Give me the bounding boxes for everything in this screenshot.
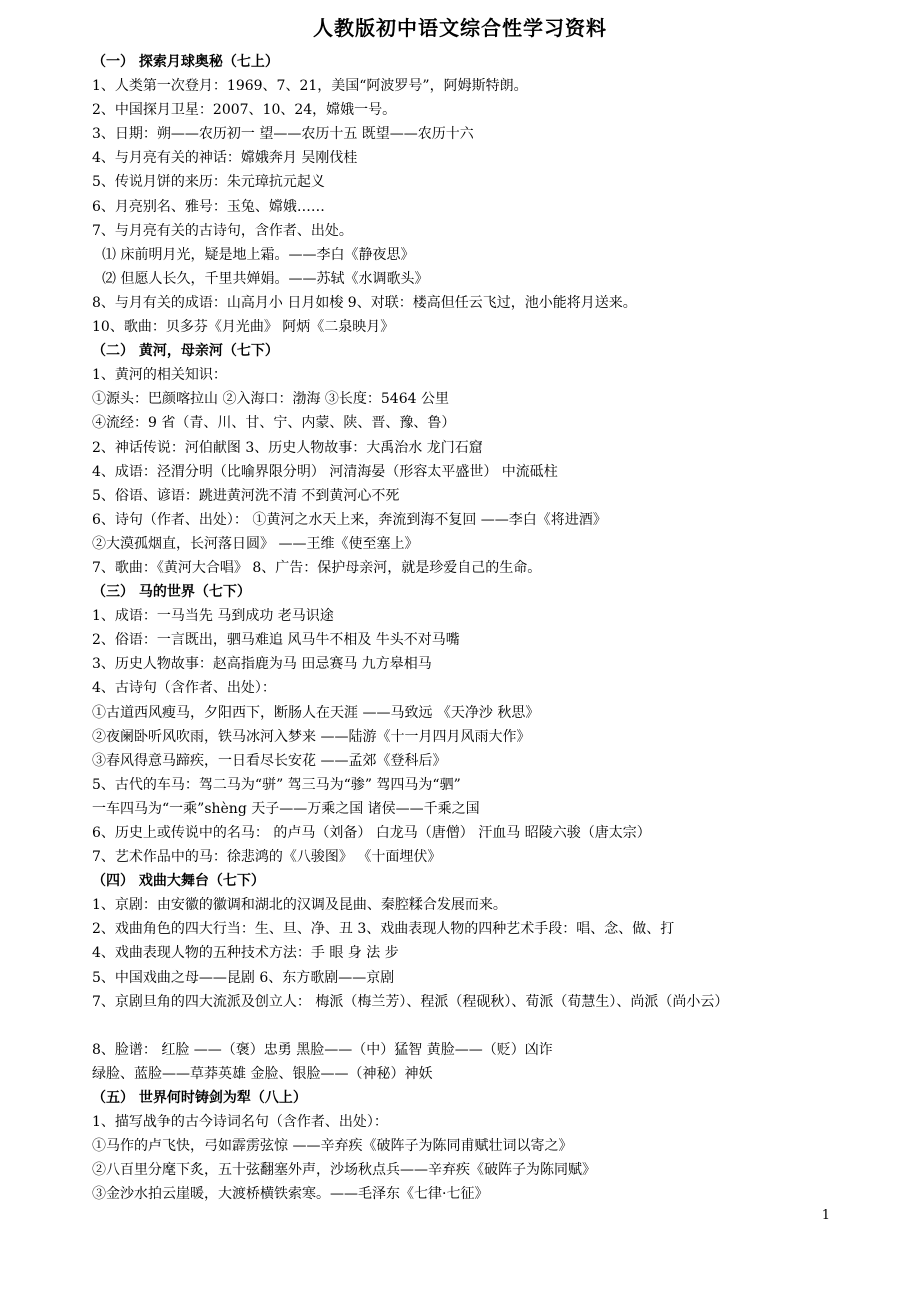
text-line: 1、人类第一次登月：1969、7、21，美国“阿波罗号”，阿姆斯特朗。	[92, 78, 528, 95]
text-line: 10、歌曲：贝多芬《月光曲》 阿炳《二泉映月》	[92, 319, 395, 336]
text-line: ①马作的卢飞快，弓如霹雳弦惊 ——辛弃疾《破阵子为陈同甫赋壮词以寄之》	[92, 1138, 573, 1155]
text-line: ①源头：巴颜喀拉山 ②入海口：渤海 ③长度：5464 公里	[92, 391, 449, 408]
text-line: ③金沙水拍云崖暖，大渡桥横铁索寒。——毛泽东《七律·七征》	[92, 1186, 489, 1203]
text-line: 4、古诗句（含作者、出处）：	[92, 680, 276, 697]
text-line: ①古道西风瘦马，夕阳西下，断肠人在天涯 ——马致远 《天净沙 秋思》	[92, 704, 540, 721]
section-heading: （三） 马的世界（七下）	[92, 584, 251, 601]
text-line: 2、神话传说：河伯献图 3、历史人物故事：大禹治水 龙门石窟	[92, 439, 483, 456]
text-line: 1、京剧：由安徽的徽调和湖北的汉调及昆曲、秦腔糅合发展而来。	[92, 897, 507, 914]
text-line: 3、历史人物故事：赵高指鹿为马 田忌赛马 九方皋相马	[92, 656, 432, 673]
text-line: 3、日期：朔——农历初一 望——农历十五 既望——农历十六	[92, 126, 474, 143]
document-body	[92, 50, 892, 1206]
text-line: 2、俗语：一言既出，驷马难追 风马牛不相及 牛头不对马嘴	[92, 632, 460, 649]
section-heading: （二） 黄河，母亲河（七下）	[92, 343, 279, 360]
text-line: 8、脸谱： 红脸 ——（褒）忠勇 黑脸——（中）猛智 黄脸——（贬）凶诈	[92, 1041, 553, 1058]
text-line: 5、俗语、谚语：跳进黄河洗不清 不到黄河心不死	[92, 487, 400, 504]
text-line: ⑵ 但愿人长久，千里共婵娟。——苏轼《水调歌头》	[102, 270, 429, 287]
text-line: ②夜阑卧听风吹雨，铁马冰河入梦来 ——陆游《十一月四月风雨大作》	[92, 728, 531, 745]
text-line: 7、京剧旦角的四大流派及创立人： 梅派（梅兰芳）、程派（程砚秋）、荀派（荀慧生）、尚派（尚小云）	[92, 993, 729, 1010]
text-line: 4、与月亮有关的神话：嫦娥奔月 吴刚伐桂	[92, 150, 358, 167]
blank-line	[92, 1014, 892, 1038]
text-line: 5、传说月饼的来历：朱元璋抗元起义	[92, 174, 325, 191]
text-line: ③春风得意马蹄疾，一日看尽长安花 ——孟郊《登科后》	[92, 752, 447, 769]
text-line: 7、歌曲：《黄河大合唱》 8、广告：保护母亲河，就是珍爱自己的生命。	[92, 559, 542, 576]
text-line: 2、中国探月卫星：2007、10、24，嫦娥一号。	[92, 102, 397, 119]
page-number: 1	[821, 1208, 830, 1223]
section-heading: （五） 世界何时铸剑为犁（八上）	[92, 1089, 307, 1106]
text-line: ④流经：9 省（青、川、甘、宁、内蒙、陕、晋、豫、鲁）	[92, 415, 456, 432]
text-line: 1、黄河的相关知识：	[92, 367, 227, 384]
text-line: 6、月亮别名、雅号：玉兔、嫦娥……	[92, 198, 325, 215]
text-line: ②大漠孤烟直，长河落日圆》 ——王维《使至塞上》	[92, 535, 419, 552]
text-line: 1、描写战争的古今诗词名句（含作者、出处）：	[92, 1114, 388, 1131]
text-line: 1、成语：一马当先 马到成功 老马识途	[92, 608, 334, 625]
text-line: 绿脸、蓝脸——草莽英雄 金脸、银脸——（神秘）神妖	[92, 1065, 433, 1082]
text-line: 7、与月亮有关的古诗句，含作者、出处。	[92, 222, 353, 239]
text-line: 6、历史上或传说中的名马： 的卢马（刘备） 白龙马（唐僧） 汗血马 昭陵六骏（唐太宗）	[92, 825, 651, 841]
text-line: 6、诗句（作者、出处）： ①黄河之水天上来，奔流到海不复回 ——李白《将进酒》	[92, 511, 607, 528]
text-line: 一车四马为“一乘”shèng 天子——万乘之国 诸侯——千乘之国	[92, 800, 480, 817]
text-line: 8、与月有关的成语：山高月小 日月如梭 9、对联：楼高但任云飞过，池小能将月送来。	[92, 294, 637, 311]
text-line: 4、成语：泾渭分明（比喻界限分明） 河清海晏（形容太平盛世） 中流砥柱	[92, 463, 558, 480]
text-line: 2、戏曲角色的四大行当：生、旦、净、丑 3、戏曲表现人物的四种艺术手段：唱、念、做、打	[92, 921, 675, 938]
text-line: 5、古代的车马：驾二马为“骈” 驾三马为“骖” 驾四马为“驷”	[92, 776, 461, 793]
text-line: 7、艺术作品中的马：徐悲鸿的《八骏图》 《十面埋伏》	[92, 849, 442, 866]
section-heading: （四） 戏曲大舞台（七下）	[92, 873, 265, 890]
text-line: ②八百里分麾下炙，五十弦翻塞外声，沙场秋点兵——辛弃疾《破阵子为陈同赋》	[92, 1162, 596, 1179]
page-title: 人教版初中语文综合性学习资料	[313, 16, 607, 40]
text-line: 4、戏曲表现人物的五种技术方法：手 眼 身 法 步	[92, 945, 399, 962]
text-line: 5、中国戏曲之母——昆剧 6、东方歌剧——京剧	[92, 969, 395, 986]
section-heading: （一） 探索月球奥秘（七上）	[92, 54, 279, 70]
text-line: ⑴ 床前明月光，疑是地上霜。——李白《静夜思》	[102, 246, 415, 263]
